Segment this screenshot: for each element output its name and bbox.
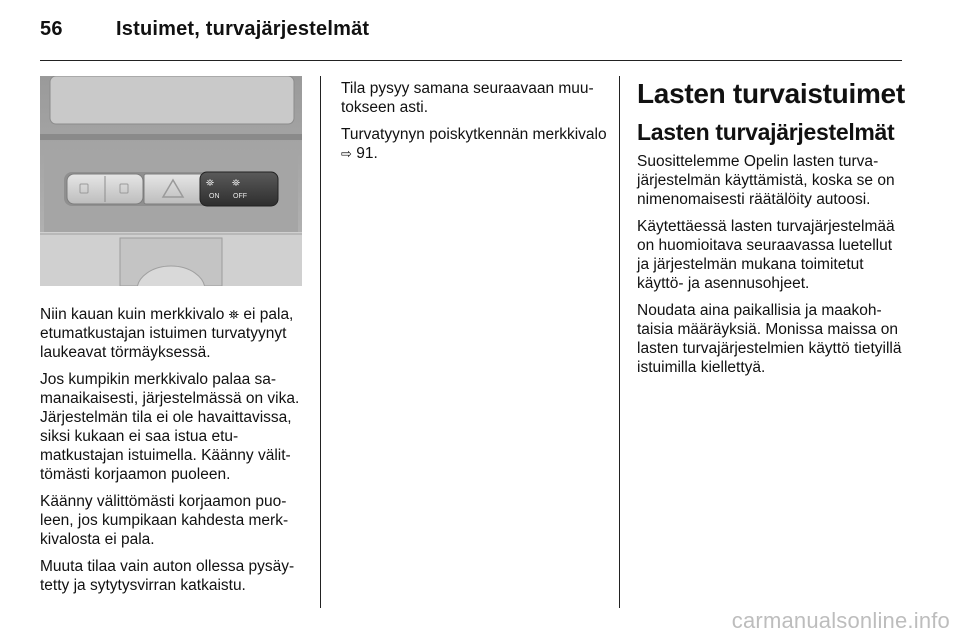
airbag-switch-panel-illustration (40, 76, 302, 286)
passenger-airbag-off-icon: ⛯ (228, 307, 240, 322)
paragraph: Suosittelemme Opelin lasten turvajärjestelmän käyttämistä, koska se on nimenomaisesti räätälöity autoosi. (637, 153, 895, 208)
column-right (637, 78, 905, 385)
svg-text:⛯: ⛯ (232, 178, 240, 189)
page-reference-arrow-icon: ⇨ (341, 146, 352, 161)
dashboard-photo (40, 76, 302, 286)
paragraph: Jos kumpikin merkkivalo palaa samanaikaisesti, järjestelmässä on vika. Järjestelmän tila ei ole havaittavissa, siksi kukaan ei saa istua etumatkustajan istuimella. Käänny välittömästi korjaamon puoleen. (40, 371, 300, 483)
paragraph: Noudata aina paikallisia ja maakohtaisia määräyksiä. Monissa maissa on lasten turvajärjestelmien käyttö tietyillä istuimilla kiellettyä. (637, 302, 902, 376)
paragraph: Muuta tilaa vain auton ollessa pysäytetty ja sytytysvirran katkaistu. (40, 558, 295, 594)
section-title: Istuimet, turvajärjestelmät (116, 18, 370, 40)
page-header (40, 18, 369, 41)
section-heading: Lasten turvaistuimet (637, 78, 905, 109)
column-divider (320, 76, 321, 608)
page-reference-link[interactable]: 91. (351, 145, 378, 162)
column-left (40, 305, 308, 603)
paragraph: Käytettäessä lasten turvajärjestelmää on huomioitava seuraavassa luetellut ja järjestelmän mukana toimitetut käyttö- ja asennusohjeet. (637, 218, 895, 292)
page-number: 56 (40, 18, 63, 40)
header-rule (40, 60, 902, 61)
paragraph: Tila pysyy samana seuraavaan muutokseen asti. (341, 80, 594, 116)
paragraph: Käänny välittömästi korjaamon puoleen, jos kumpikaan kahdesta merkkivalosta ei pala. (40, 493, 289, 548)
column-middle (341, 79, 609, 171)
off-label: OFF (233, 193, 247, 200)
subsection-heading: Lasten turvajärjestelmät (637, 119, 895, 145)
on-label: ON (209, 193, 220, 200)
watermark: carmanualsonline.info (731, 608, 950, 633)
svg-text:⛯: ⛯ (206, 178, 214, 189)
paragraph: Turvatyynyn poiskytkennän merkkivalo ⇨ 91. (341, 126, 607, 162)
column-divider (619, 76, 620, 608)
paragraph: Niin kauan kuin merkkivalo ⛯ ei pala, etumatkustajan istuimen turvatyynyt laukeavat törmäyksessä. (40, 306, 294, 361)
